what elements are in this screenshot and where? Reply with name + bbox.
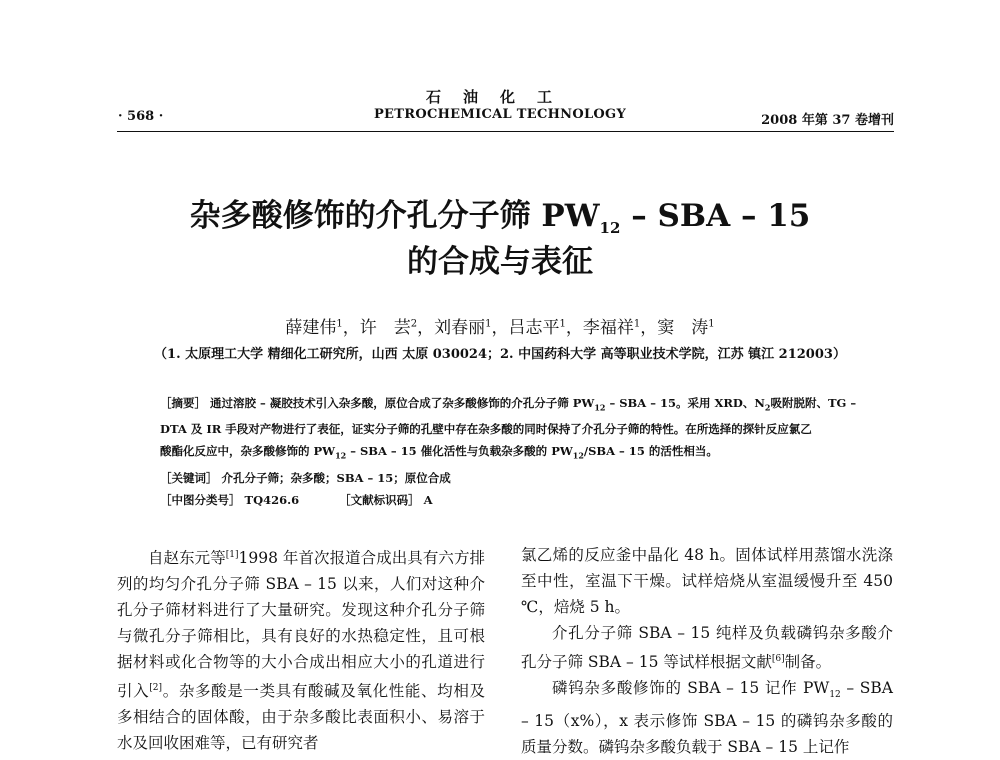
- affiliations: （1. 太原理工大学 精细化工研究所，山西 太原 030024；2. 中国药科大学 高等职业技术学院，江苏 镇江 212003）: [154, 347, 846, 362]
- keywords: ［关键词］ 介孔分子筛；杂多酸；SBA – 15；原位合成: [160, 470, 451, 485]
- classification: ［中图分类号］ TQ426.6 ［文献标识码］ A: [160, 492, 433, 507]
- body-paragraph: 介孔分子筛 SBA – 15 纯样及负载磷钨杂多酸介孔分子筛 SBA – 15 等试样根据文献[6]制备。: [521, 624, 893, 672]
- journal-title-en: PETROCHEMICAL TECHNOLOGY: [373, 107, 627, 122]
- abstract-line1: ［摘要］ 通过溶胶 – 凝胶技术引入杂多酸，原位合成了杂多酸修饰的介孔分子筛 $PW_{12}$ – SBA – 15。采用 XRD、$N_2$吸附脱附、TG –: [160, 396, 857, 413]
- abstract-line3: 酸酯化反应中，杂多酸修饰的 $PW_{12}$ – SBA – 15 催化活性与负载杂多酸的 $PW_{12}$/SBA – 15 的活性相当。: [160, 444, 718, 461]
- issue-info: 2008 年第 37 卷增刊: [761, 113, 894, 128]
- paper-title-line2: 的合成与表征: [407, 244, 593, 280]
- body-paragraph: 磷钨杂多酸修饰的 SBA – 15 记作 $PW_{12}$ – SBA – 15（x%），x 表示修饰 SBA – 15 的磷钨杂多酸的质量分数。磷钨杂多酸负载于 SBA – 15 上记作: [521, 679, 893, 757]
- body-column-left: [117, 542, 485, 756]
- body-paragraph: 自赵东元等[1]1998 年首次报道合成出具有六方排列的均匀介孔分子筛 SBA – 15 以来，人们对这种介孔分子筛材料进行了大量研究。发现这种介孔分子筛与微孔分子筛相比，具有良好的水热稳定性，且可根据材料或化合物等的大小合成出相应大小的孔道进行引入[2]。杂多酸是一类具有酸碱及氧化性能、均相及多相结合的固体酸，由于杂多酸比表面积小、易溶于水及回收困难等，已有研究者: [117, 549, 485, 753]
- body-paragraph: 氯乙烯的反应釜中晶化 48 h。固体试样用蒸馏水洗涤至中性，室温下干燥。试样焙烧从室温缓慢升至 450 ℃，焙烧 5 h。: [521, 546, 893, 616]
- journal-title-cn: 石油化工: [425, 88, 574, 106]
- body-column-right: [521, 542, 893, 760]
- abstract-block: [160, 392, 872, 511]
- abstract-line2: DTA 及 IR 手段对产物进行了表征，证实分子筛的孔壁中存在杂多酸的同时保持了介孔分子筛的特性。在所选择的探针反应氯乙: [160, 422, 812, 437]
- header-rule: [117, 131, 894, 132]
- author-list: 薛建伟$^1$，许 芸$^2$，刘春丽$^1$，吕志平$^1$，李福祥$^1$，窦 涛$^1$: [285, 318, 715, 338]
- page-number: · 568 ·: [118, 109, 164, 124]
- paper-title-line1: 杂多酸修饰的介孔分子筛 $PW_{12}$ – SBA – 15: [189, 198, 811, 238]
